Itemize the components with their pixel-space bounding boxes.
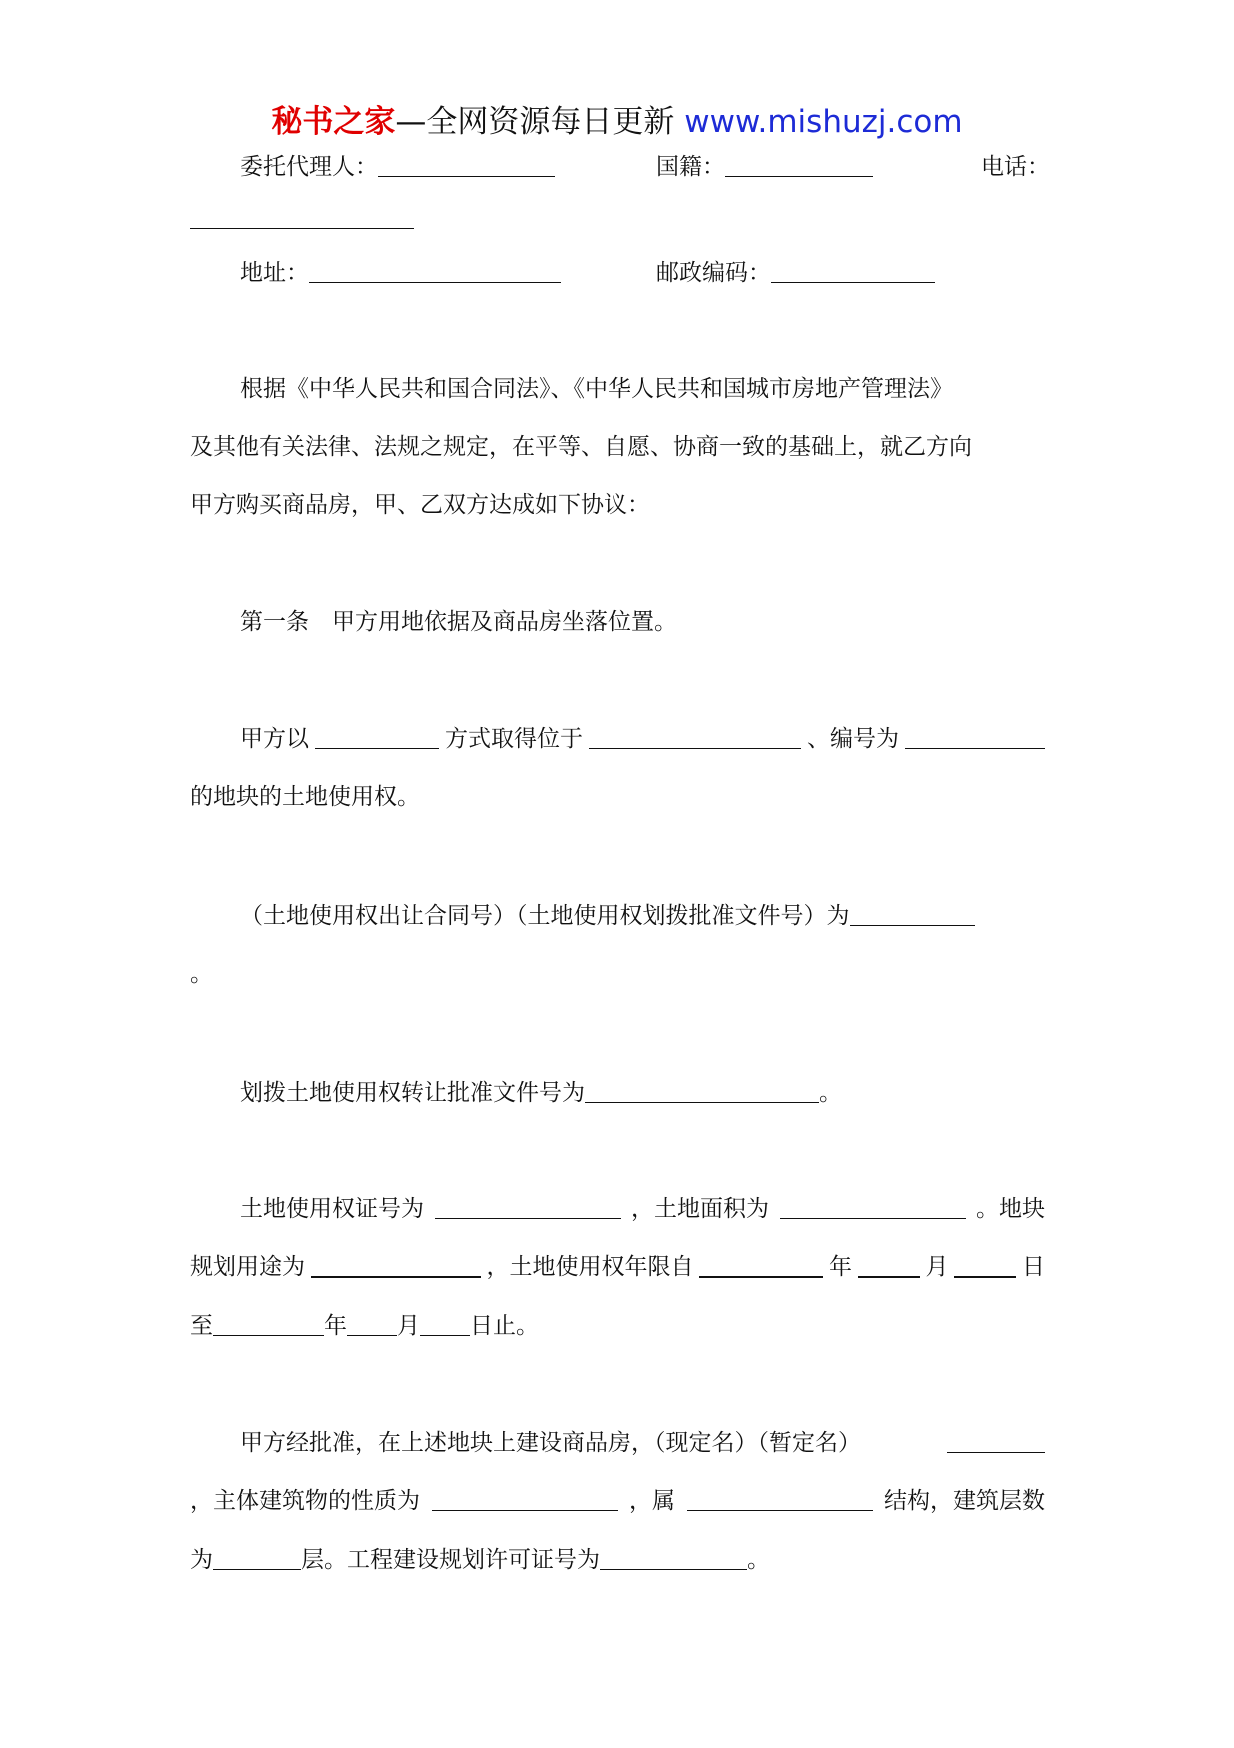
- nationality-blank: [725, 152, 873, 177]
- plot-number-blank: [905, 724, 1045, 749]
- permit-label: 层。工程建设规划许可证号为: [301, 1547, 600, 1573]
- agent-label: 委托代理人：: [240, 154, 378, 180]
- floors-prefix: 为: [190, 1547, 213, 1573]
- article-1-paragraph-2-line-1: [240, 901, 975, 931]
- transfer-approval-end: 。: [819, 1080, 842, 1106]
- land-area-blank: [780, 1194, 966, 1219]
- banner-slogan: —全网资源每日更新: [395, 104, 675, 140]
- phone-blank: [190, 228, 414, 229]
- land-area-label: ，土地面积为: [631, 1196, 769, 1222]
- structure-type-blank: [687, 1486, 873, 1511]
- article-1-paragraph-5-line-2: [190, 1486, 1045, 1516]
- floors-label: 结构，建筑层数: [884, 1488, 1045, 1514]
- start-month-blank: [858, 1252, 920, 1278]
- start-year-blank: [699, 1252, 823, 1278]
- permit-blank: [600, 1545, 747, 1570]
- location-blank: [589, 724, 801, 749]
- permit-end: 。: [747, 1547, 770, 1573]
- article-1-paragraph-1-line-1: [190, 724, 1045, 754]
- building-nature-label: ，主体建筑物的性质为: [190, 1488, 420, 1514]
- postcode-line: [656, 258, 935, 288]
- end-month-label: 月: [397, 1313, 420, 1339]
- article-1-paragraph-5-line-3: [190, 1545, 770, 1575]
- end-year-label: 年: [324, 1313, 347, 1339]
- phone-label: 电话：: [981, 154, 1050, 180]
- article-1-paragraph-2-line-2: 。: [190, 961, 213, 987]
- preamble-line-2: 及其他有关法律、法规之规定，在平等、自愿、协商一致的基础上，就乙方向: [190, 434, 972, 460]
- planned-use-blank: [311, 1252, 481, 1278]
- start-day-label: 日: [1022, 1254, 1045, 1280]
- located-at-label: 方式取得位于: [445, 726, 583, 752]
- plot-label: 。地块: [976, 1196, 1045, 1222]
- site-banner: [0, 102, 1234, 142]
- start-month-label: 月: [925, 1254, 949, 1280]
- article-1-paragraph-4-line-2: [190, 1252, 1045, 1282]
- floors-blank: [213, 1545, 301, 1570]
- agent-blank: [378, 152, 555, 177]
- nationality-line: [656, 152, 873, 182]
- contract-number-blank: [850, 901, 975, 926]
- article-1-paragraph-3: [240, 1078, 842, 1108]
- address-line: [240, 258, 561, 288]
- acquisition-method-blank: [315, 724, 439, 749]
- building-nature-blank: [432, 1486, 618, 1511]
- land-acquired-label: 甲方以: [240, 726, 309, 752]
- contract-number-label: （土地使用权出让合同号）（土地使用权划拨批准文件号）为: [240, 903, 850, 929]
- article-1-paragraph-4-line-3: [190, 1311, 539, 1341]
- agent-line: [240, 152, 555, 182]
- planned-use-label: 规划用途为: [190, 1254, 305, 1280]
- land-certificate-label: 土地使用权证号为: [240, 1196, 424, 1222]
- building-name-label: 甲方经批准，在上述地块上建设商品房，（现定名）（暂定名）: [240, 1430, 861, 1456]
- term-to-label: 至: [190, 1313, 213, 1339]
- building-name-blank: [947, 1428, 1045, 1453]
- preamble-line-1: 根据《中华人民共和国合同法》、《中华人民共和国城市房地产管理法》: [240, 376, 953, 402]
- address-blank: [309, 258, 561, 283]
- number-label: 、编号为: [807, 726, 899, 752]
- end-day-blank: [420, 1311, 470, 1336]
- article-1-paragraph-4-line-1: [190, 1194, 1045, 1224]
- banner-brand: 秘书之家: [271, 104, 396, 140]
- banner-url[interactable]: www.mishuzj.com: [684, 104, 963, 140]
- transfer-approval-blank: [585, 1078, 819, 1103]
- postcode-blank: [771, 258, 935, 283]
- nationality-label: 国籍：: [656, 154, 725, 180]
- start-year-label: 年: [829, 1254, 852, 1280]
- article-1-paragraph-5-line-1: [190, 1428, 1045, 1458]
- article-1-heading: 第一条 甲方用地依据及商品房坐落位置。: [240, 609, 677, 635]
- end-month-blank: [347, 1311, 397, 1336]
- phone-line: [981, 152, 1050, 182]
- start-day-blank: [954, 1252, 1016, 1278]
- preamble-line-3: 甲方购买商品房，甲、乙双方达成如下协议：: [190, 492, 650, 518]
- end-year-blank: [213, 1311, 324, 1336]
- article-1-paragraph-1-line-2: 的地块的土地使用权。: [190, 784, 420, 810]
- address-label: 地址：: [240, 260, 309, 286]
- land-certificate-blank: [435, 1194, 621, 1219]
- transfer-approval-label: 划拨土地使用权转让批准文件号为: [240, 1080, 585, 1106]
- end-day-label: 日止。: [470, 1313, 539, 1339]
- term-from-label: ，土地使用权年限自: [486, 1254, 694, 1280]
- structure-type-label: ，属: [629, 1488, 675, 1514]
- postcode-label: 邮政编码：: [656, 260, 771, 286]
